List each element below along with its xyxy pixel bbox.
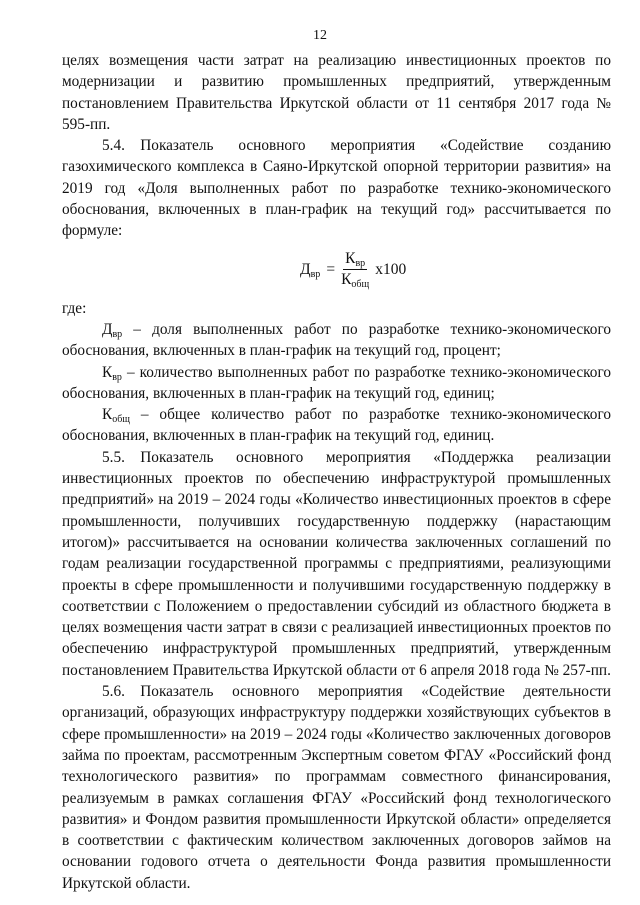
- document-body: [62, 50, 611, 894]
- formula-equals: =: [326, 261, 336, 279]
- page-number: 12: [313, 28, 327, 43]
- definition-d-vr: $Д_{вр}$ – доля выполненных работ по разработке технико-экономического обоснования, включенных в план-график на текущий год, процент;: [62, 320, 611, 360]
- formula-lhs: $Д_{вр}$: [300, 261, 321, 281]
- formula: [300, 250, 611, 290]
- paragraph-continuation: целях возмещения части затрат на реализацию инвестиционных проектов по модернизации и развитию промышленных предприятий, утвержденным постановлением Правительства Иркутской области от 11 сентября 2017 года № 595-пп.: [62, 52, 611, 133]
- where-label: где:: [62, 299, 87, 317]
- formula-numerator: $К_{вр}$: [345, 250, 366, 270]
- formula-denominator: $К_{общ}$: [341, 271, 370, 291]
- paragraph-5-5: 5.5. Показатель основного мероприятия «Поддержка реализации инвестиционных проектов по обеспечению инфраструктурой промышленных предприятий» на 2019 – 2024 годы «Количество инвестиционных проектов в сфере промышленности, получивших государственную поддержку (нарастающим итогом)» рассчитывается на основании количества заключенных соглашений по годам реализации государственной программы с предприятиями, реализующими проекты в сфере промышленности и получившими государственную поддержку в соответствии с Положением о предоставлении субсидий из областного бюджета в целях возмещения части затрат в связи с реализацией инвестиционных проектов по обеспечению инфраструктурой промышленных предприятий, утвержденным постановлением Правительства Иркутской области от 6 апреля 2018 года № 257-пп.: [62, 448, 611, 679]
- paragraph-5-6: 5.6. Показатель основного мероприятия «Содействие деятельности организаций, образующих инфраструктуру поддержки хозяйствующих субъектов в сфере промышленности» на 2019 – 2024 годы «Количество заключенных договоров займа по проектам, рассмотренным Экспертным советом ФГАУ «Российский фонд технологического развития» по программам совместного финансирования, реализуемым в рамках соглашения ФГАУ «Российский фонд технологического развития» и Фондом развития промышленности Иркутской области» определяется в соответствии с фактическим количеством заключенных договоров займов на основании годового отчета о деятельности Фонда развития промышленности Иркутской области.: [62, 683, 611, 892]
- definition-k-obshch: $К_{общ}$ – общее количество работ по разработке технико-экономического обоснования, включенных в план-график на текущий год, единиц.: [62, 406, 611, 445]
- definition-k-vr: $К_{вр}$ – количество выполненных работ по разработке технико-экономического обоснования, включенных в план-график на текущий год, единиц;: [62, 363, 611, 402]
- formula-fraction: [339, 250, 371, 289]
- paragraph-5-4: 5.4. Показатель основного мероприятия «Содействие созданию газохимического комплекса в Саяно-Иркутской опорной территории развития» на 2019 год «Доля выполненных работ по разработке технико-экономического обоснования, включенных в план-график на текущий год» рассчитывается по формуле:: [62, 137, 611, 240]
- formula-multiplier: x100: [375, 261, 407, 279]
